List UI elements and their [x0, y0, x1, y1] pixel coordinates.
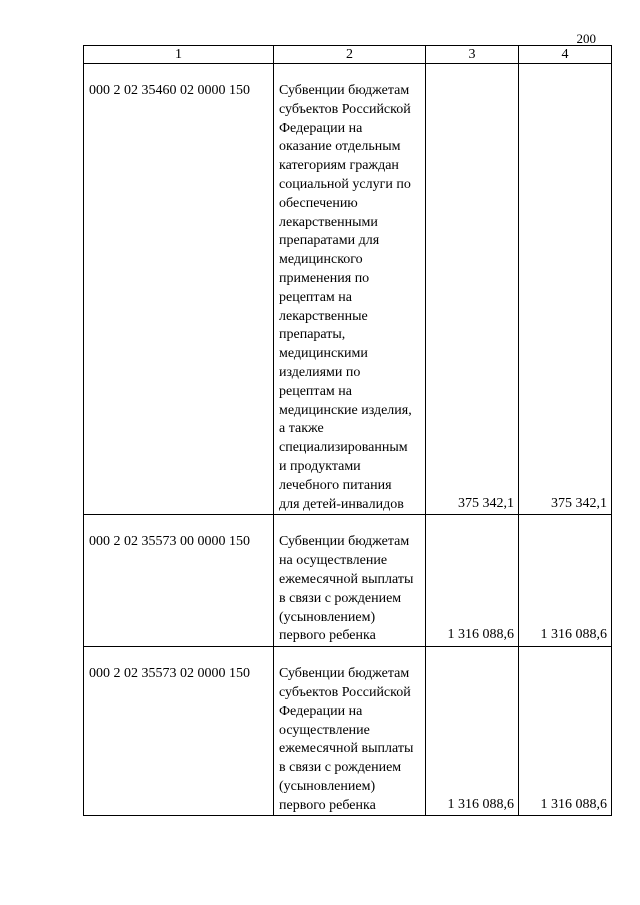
column-header-3: 3	[426, 46, 519, 64]
revenue-name-line: осуществление	[279, 722, 370, 738]
budget-classification-code: 000 2 02 35573 02 0000 150	[84, 647, 274, 816]
revenue-name-line: ежемесячной выплаты	[279, 741, 414, 757]
revenue-name-line: препараты,	[279, 327, 346, 343]
revenue-name-line: рецептам на	[279, 383, 352, 399]
revenue-name-line: на осуществление	[279, 553, 388, 569]
budget-table-body	[84, 46, 612, 816]
amount-column-3: 1 316 088,6	[426, 647, 519, 816]
amount-column-4: 1 316 088,6	[519, 515, 612, 647]
revenue-name-line: субъектов Российской	[279, 684, 411, 700]
revenue-name-line: медицинского	[279, 252, 363, 268]
revenue-name-cell	[274, 64, 426, 515]
revenue-name-line: первого ребенка	[279, 628, 376, 644]
revenue-name-cell	[274, 647, 426, 816]
revenue-name-line: а также	[279, 421, 324, 437]
column-header-1: 1	[84, 46, 274, 64]
budget-table	[83, 45, 612, 816]
revenue-name-line: Субвенции бюджетам	[279, 83, 410, 98]
revenue-name-line: Федерации на	[279, 120, 363, 136]
table-row	[84, 64, 612, 515]
revenue-name-line: субъектов Российской	[279, 101, 411, 117]
revenue-name-line: препаратами для	[279, 233, 380, 249]
revenue-name-line: оказание отдельным	[279, 139, 401, 155]
revenue-name-line: специализированным	[279, 440, 408, 456]
revenue-name-line: в связи с рождением	[279, 590, 402, 606]
revenue-name-line: лечебного питания	[279, 477, 392, 493]
revenue-name-line: первого ребенка	[279, 797, 376, 813]
table-row	[84, 515, 612, 647]
amount-column-3: 1 316 088,6	[426, 515, 519, 647]
page-number: 200	[576, 31, 596, 46]
revenue-name-line: Субвенции бюджетам	[279, 666, 410, 682]
revenue-name-line: изделиями по	[279, 364, 361, 380]
revenue-name-line: медицинскими	[279, 346, 368, 362]
revenue-name-cell	[274, 515, 426, 647]
revenue-name-line: Федерации на	[279, 703, 363, 719]
column-header-4: 4	[519, 46, 612, 64]
revenue-name-line: применения по	[279, 270, 370, 286]
budget-classification-code: 000 2 02 35573 00 0000 150	[84, 515, 274, 647]
amount-column-3: 375 342,1	[426, 64, 519, 515]
revenue-name-line: категориям граждан	[279, 158, 399, 174]
amount-column-4: 375 342,1	[519, 64, 612, 515]
revenue-name-line: социальной услуги по	[279, 176, 411, 192]
column-number-header-row	[84, 46, 612, 64]
revenue-name-line: (усыновлением)	[279, 609, 376, 625]
revenue-name-line: и продуктами	[279, 458, 361, 474]
revenue-name-line: медицинские изделия,	[279, 402, 412, 418]
revenue-name-line: лекарственными	[279, 214, 378, 230]
revenue-name-line: обеспечению	[279, 195, 358, 211]
budget-classification-code: 000 2 02 35460 02 0000 150	[84, 64, 274, 515]
revenue-name-line: в связи с рождением	[279, 760, 402, 776]
amount-column-4: 1 316 088,6	[519, 647, 612, 816]
revenue-name-line: рецептам на	[279, 289, 352, 305]
table-row	[84, 647, 612, 816]
column-header-2: 2	[274, 46, 426, 64]
revenue-name-line: лекарственные	[279, 308, 368, 324]
revenue-name-line: для детей-инвалидов	[279, 496, 404, 512]
revenue-name-line: ежемесячной выплаты	[279, 571, 414, 587]
revenue-name-line: (усыновлением)	[279, 778, 376, 794]
revenue-name-line: Субвенции бюджетам	[279, 534, 410, 550]
